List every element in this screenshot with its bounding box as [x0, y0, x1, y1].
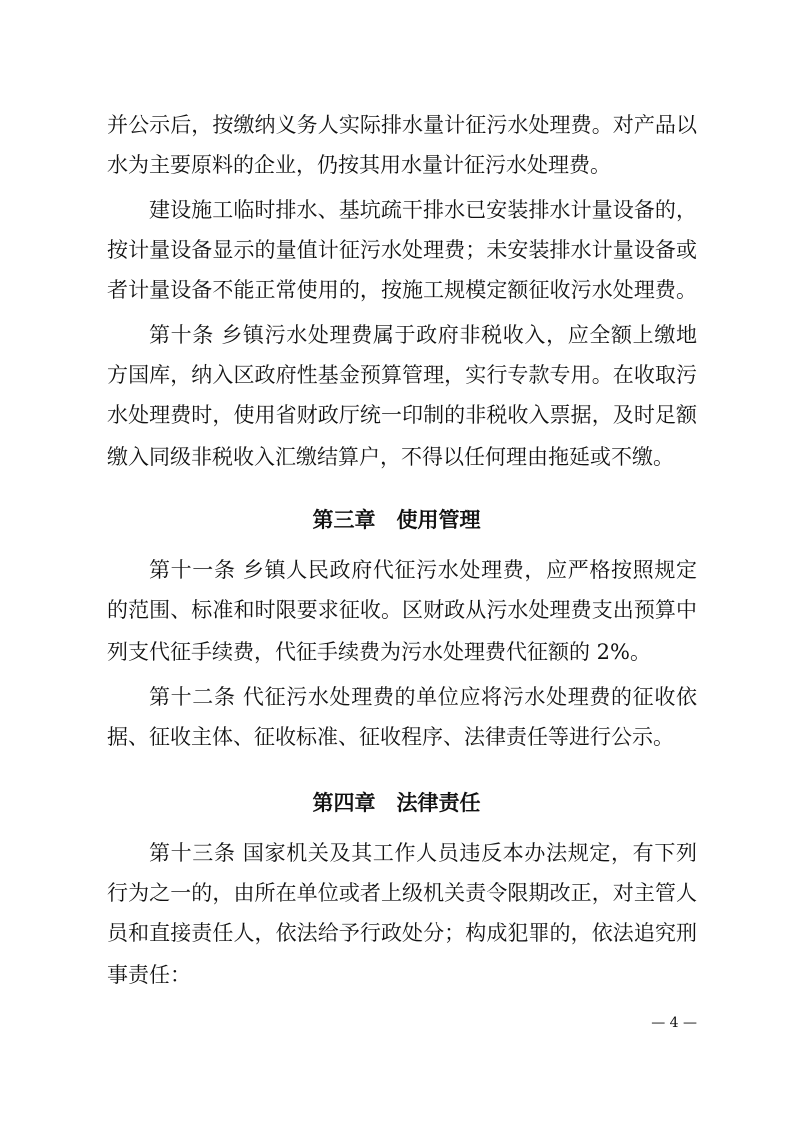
chapter-3-heading: 第三章 使用管理: [312, 508, 481, 532]
article-11-line-1: 第十一条 乡镇人民政府代征污水处理费，应严格按照规定: [149, 558, 697, 582]
article-12-line-2: 据、征收主体、征收标准、征收程序、法律责任等进行公示。: [107, 725, 674, 749]
article-10-line-3: 水处理费时，使用省财政厅统一印制的非税收入票据，及时足额: [107, 403, 697, 427]
paragraph-1-line-2: 水为主要原料的企业，仍按其用水量计征污水处理费。: [107, 153, 611, 177]
article-13-line-1: 第十三条 国家机关及其工作人员违反本办法规定，有下列: [149, 841, 697, 865]
article-12-line-1: 第十二条 代征污水处理费的单位应将污水处理费的征收依: [149, 685, 697, 709]
chapter-4-heading: 第四章 法律责任: [312, 791, 481, 815]
article-10-line-2: 方国库，纳入区政府性基金预算管理，实行专款专用。在收取污: [107, 363, 697, 387]
article-13-line-3: 员和直接责任人，依法给予行政处分；构成犯罪的，依法追究刑: [107, 921, 697, 945]
article-10-line-4: 缴入同级非税收入汇缴结算户，不得以任何理由拖延或不缴。: [107, 445, 674, 469]
article-11-line-3: 列支代征手续费，代征手续费为污水处理费代征额的 2%。: [107, 640, 651, 664]
paragraph-1-line-1: 并公示后，按缴纳义务人实际排水量计征污水处理费。对产品以: [107, 113, 697, 137]
paragraph-2-line-2: 按计量设备显示的量值计征污水处理费；未安装排水计量设备或: [107, 238, 697, 262]
paragraph-2-line-3: 者计量设备不能正常使用的，按施工规模定额征收污水处理费。: [107, 278, 697, 302]
article-11-line-2: 的范围、标准和时限要求征收。区财政从污水处理费支出预算中: [107, 598, 697, 622]
article-10-line-1: 第十条 乡镇污水处理费属于政府非税收入，应全额上缴地: [149, 323, 697, 347]
article-13-line-4: 事责任：: [107, 963, 191, 987]
article-13-line-2: 行为之一的，由所在单位或者上级机关责令限期改正，对主管人: [107, 881, 697, 905]
paragraph-2-line-1: 建设施工临时排水、基坑疏干排水已安装排水计量设备的，: [149, 198, 697, 222]
page-number: — 4 —: [651, 1015, 697, 1031]
